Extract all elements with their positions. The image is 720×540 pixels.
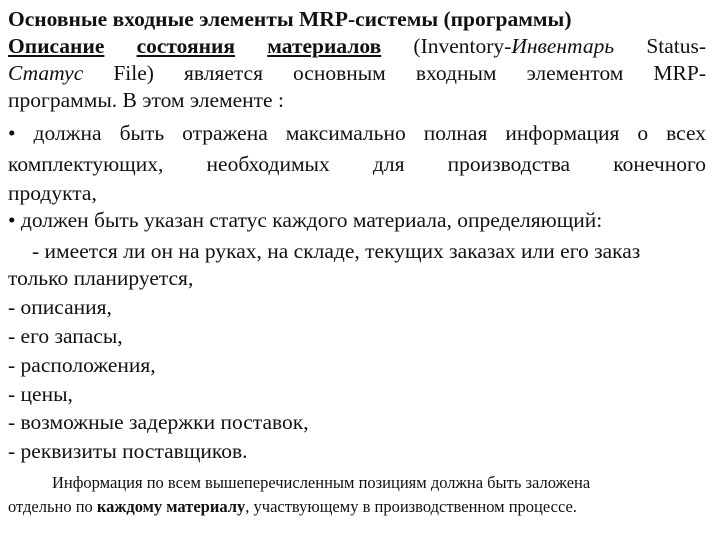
bullet-1-line-3: продукта, [8,181,97,205]
bullet-2-line-3: только планируется, [8,266,194,290]
paren-status: Status- [646,34,707,58]
bullet-2-line-1: • должен быть указан статус каждого материала, определяющий: [8,208,603,232]
intro-line-3: программы. В этом элементе : [8,88,284,112]
paren-inventory: (Inventory-Инвентарь [413,34,615,58]
list-item: - описания, [8,295,112,319]
list-item: - реквизиты поставщиков. [8,439,248,463]
intro-line-2 [8,60,706,87]
note-line-1: Информация по всем вышеперечисленным позициям должна быть заложена [52,473,591,492]
term-state: состояния [136,34,236,58]
term-description: Описание [8,34,105,58]
term-materials: материалов [267,34,382,58]
note-line-2: отдельно по каждому материалу, участвующему в производственном процессе. [8,497,577,516]
intro-line-1 [8,33,706,60]
slide-title: Основные входные элементы MRP-системы (программы) [8,7,572,31]
status-italic: Статус [8,61,84,85]
bullet-1-line-2: комплектующих, необходимых для производства конечного [8,152,706,176]
list-item: - цены, [8,382,73,406]
list-item: - возможные задержки поставок, [8,410,309,434]
list-item: - его запасы, [8,324,123,348]
note-emphasis: каждому материалу [96,497,246,516]
bullet-2-line-2: - имеется ли он на руках, на складе, текущих заказах или его заказ [32,239,641,263]
bullet-1-line-1: • должна быть отражена максимально полная информация о всех [8,121,706,145]
intro-line-2-text: File) является основным входным элементом MRP- [113,61,707,85]
list-item: - расположения, [8,353,156,377]
